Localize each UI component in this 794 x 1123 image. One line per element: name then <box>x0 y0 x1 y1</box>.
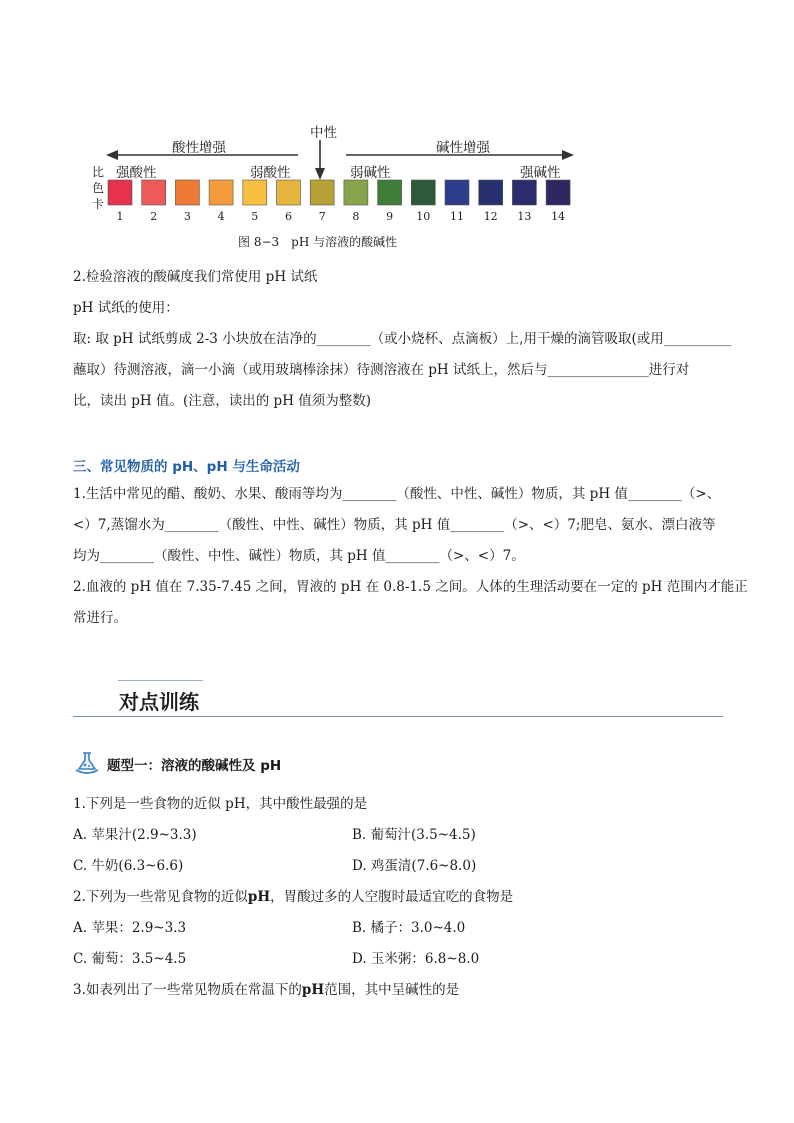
question-3-stem-bold: pH <box>301 982 325 998</box>
paragraph-line: 比，读出 pH 值。(注意，读出的 pH 值须为整数) <box>73 393 372 409</box>
acid-stronger-label: 酸性增强 <box>172 140 226 156</box>
question-2-stem-pre: 2.下列为一些常见食物的近似 <box>73 889 248 905</box>
flask-icon <box>73 750 101 776</box>
question-1-option-b[interactable]: B. 葡萄汁(3.5~4.5) <box>352 827 476 843</box>
paragraph-line: 均为________（酸性、中性、碱性）物质，其 pH 值________（>、<）7。 <box>73 548 525 564</box>
ph-swatch-13 <box>512 180 536 205</box>
ph-number-1: 1 <box>116 210 124 223</box>
weak-base-label: 弱碱性 <box>350 165 391 181</box>
acid-arrow-head <box>106 150 118 160</box>
side-label-char: 色 <box>92 181 105 195</box>
strong-base-label: 强碱性 <box>520 165 561 181</box>
question-2-stem <box>73 885 513 905</box>
base-arrow-head <box>562 150 574 160</box>
ph-number-7: 7 <box>318 210 326 223</box>
neutral-label: 中性 <box>310 125 337 141</box>
section-heading: 三、常见物质的 pH、pH 与生命活动 <box>73 459 300 475</box>
ph-swatch-2 <box>142 180 166 205</box>
ph-swatch-5 <box>243 180 267 205</box>
figure-caption: 图 8−3 pH 与溶液的酸碱性 <box>238 235 398 249</box>
ph-number-12: 12 <box>483 210 498 223</box>
neutral-arrow-head <box>315 168 325 180</box>
strong-acid-label: 强酸性 <box>116 165 157 181</box>
weak-acid-label: 弱酸性 <box>250 165 291 181</box>
paragraph-line: <）7,蒸馏水为________（酸性、中性、碱性）物质，其 pH 值________（>、<）7;肥皂、氨水、漂白液等 <box>73 517 716 533</box>
ph-swatch-6 <box>277 180 301 205</box>
comparison-card-label <box>92 164 104 212</box>
ph-swatch-12 <box>479 180 503 205</box>
question-1-stem: 1.下列是一些食物的近似 pH，其中酸性最强的是 <box>73 796 368 812</box>
paragraph-line: 2.血液的 pH 值在 7.35-7.45 之间，胃液的 pH 在 0.8-1.5 之间。人体的生理活动要在一定的 pH 范围内才能正 <box>73 579 748 595</box>
side-label-char: 比 <box>92 165 105 179</box>
question-3-stem <box>73 978 459 998</box>
common-substances-paragraph <box>73 479 748 634</box>
question-3-stem-pre: 3.如表列出了一些常见物质在常温下的 <box>73 982 302 998</box>
ph-color-chart-figure <box>88 120 578 260</box>
question-1-option-c[interactable]: C. 牛奶(6.3~6.6) <box>73 858 184 874</box>
question-2-stem-post: ，胃酸过多的人空腹时最适宜吃的食物是 <box>270 889 514 905</box>
paragraph-line: 1.生活中常见的醋、酸奶、水果、酸雨等均为________（酸性、中性、碱性）物质，其 pH 值________（>、 <box>73 486 721 502</box>
ph-number-10: 10 <box>416 210 431 223</box>
paragraph-line: 常进行。 <box>73 610 127 626</box>
paragraph-line: 取: 取 pH 试纸剪成 2-3 小块放在洁净的________（或小烧杯、点滴板）上,用干燥的滴管吸取(或用__________ <box>73 331 732 347</box>
ph-number-8: 8 <box>352 210 360 223</box>
ph-number-3: 3 <box>183 210 191 223</box>
ph-swatch-7 <box>310 180 334 205</box>
question-2-option-b[interactable]: B. 橘子：3.0~4.0 <box>352 920 466 936</box>
question-1-option-a[interactable]: A. 苹果汁(2.9~3.3) <box>73 827 197 843</box>
heading-underline <box>73 716 723 717</box>
question-2-option-d[interactable]: D. 玉米粥：6.8~8.0 <box>352 951 480 967</box>
paragraph-line: 蘸取）待测溶液，滴一小滴（或用玻璃棒涂抹）待测溶液在 pH 试纸上，然后与_______________进行对 <box>73 362 690 378</box>
ph-swatch-8 <box>344 180 368 205</box>
side-label-char: 卡 <box>92 197 105 211</box>
question-3-stem-post: 范围，其中呈碱性的是 <box>324 982 460 998</box>
base-stronger-label: 碱性增强 <box>436 140 490 156</box>
ph-number-13: 13 <box>517 210 532 223</box>
ph-swatch-9 <box>378 180 402 205</box>
ph-number-11: 11 <box>450 210 464 223</box>
ph-paper-section <box>73 262 732 417</box>
paragraph-line: pH 试纸的使用： <box>73 300 179 316</box>
question-1-option-d[interactable]: D. 鸡蛋清(7.6~8.0) <box>352 858 477 874</box>
ph-number-2: 2 <box>150 210 158 223</box>
question-type-label: 题型一：溶液的酸碱性及 pH <box>107 758 282 774</box>
ph-swatch-1 <box>108 180 132 205</box>
ph-number-6: 6 <box>285 210 292 223</box>
training-heading <box>73 676 723 718</box>
ph-swatch-14 <box>546 180 570 205</box>
training-title: 对点训练 <box>119 690 199 714</box>
ph-number-5: 5 <box>251 210 259 223</box>
ph-swatch-10 <box>411 180 435 205</box>
question-2-option-a[interactable]: A. 苹果：2.9~3.3 <box>73 920 187 936</box>
ph-number-4: 4 <box>217 210 225 223</box>
heading-top-bar <box>118 680 203 681</box>
ph-number-14: 14 <box>551 210 566 223</box>
ph-swatch-11 <box>445 180 469 205</box>
ph-number-9: 9 <box>386 210 394 223</box>
question-2-stem-bold: pH <box>247 889 271 905</box>
ph-swatch-4 <box>209 180 233 205</box>
question-2-option-c[interactable]: C. 葡萄：3.5~4.5 <box>73 951 187 967</box>
ph-swatch-3 <box>175 180 199 205</box>
paragraph-line: 2.检验溶液的酸碱度我们常使用 pH 试纸 <box>73 269 318 285</box>
